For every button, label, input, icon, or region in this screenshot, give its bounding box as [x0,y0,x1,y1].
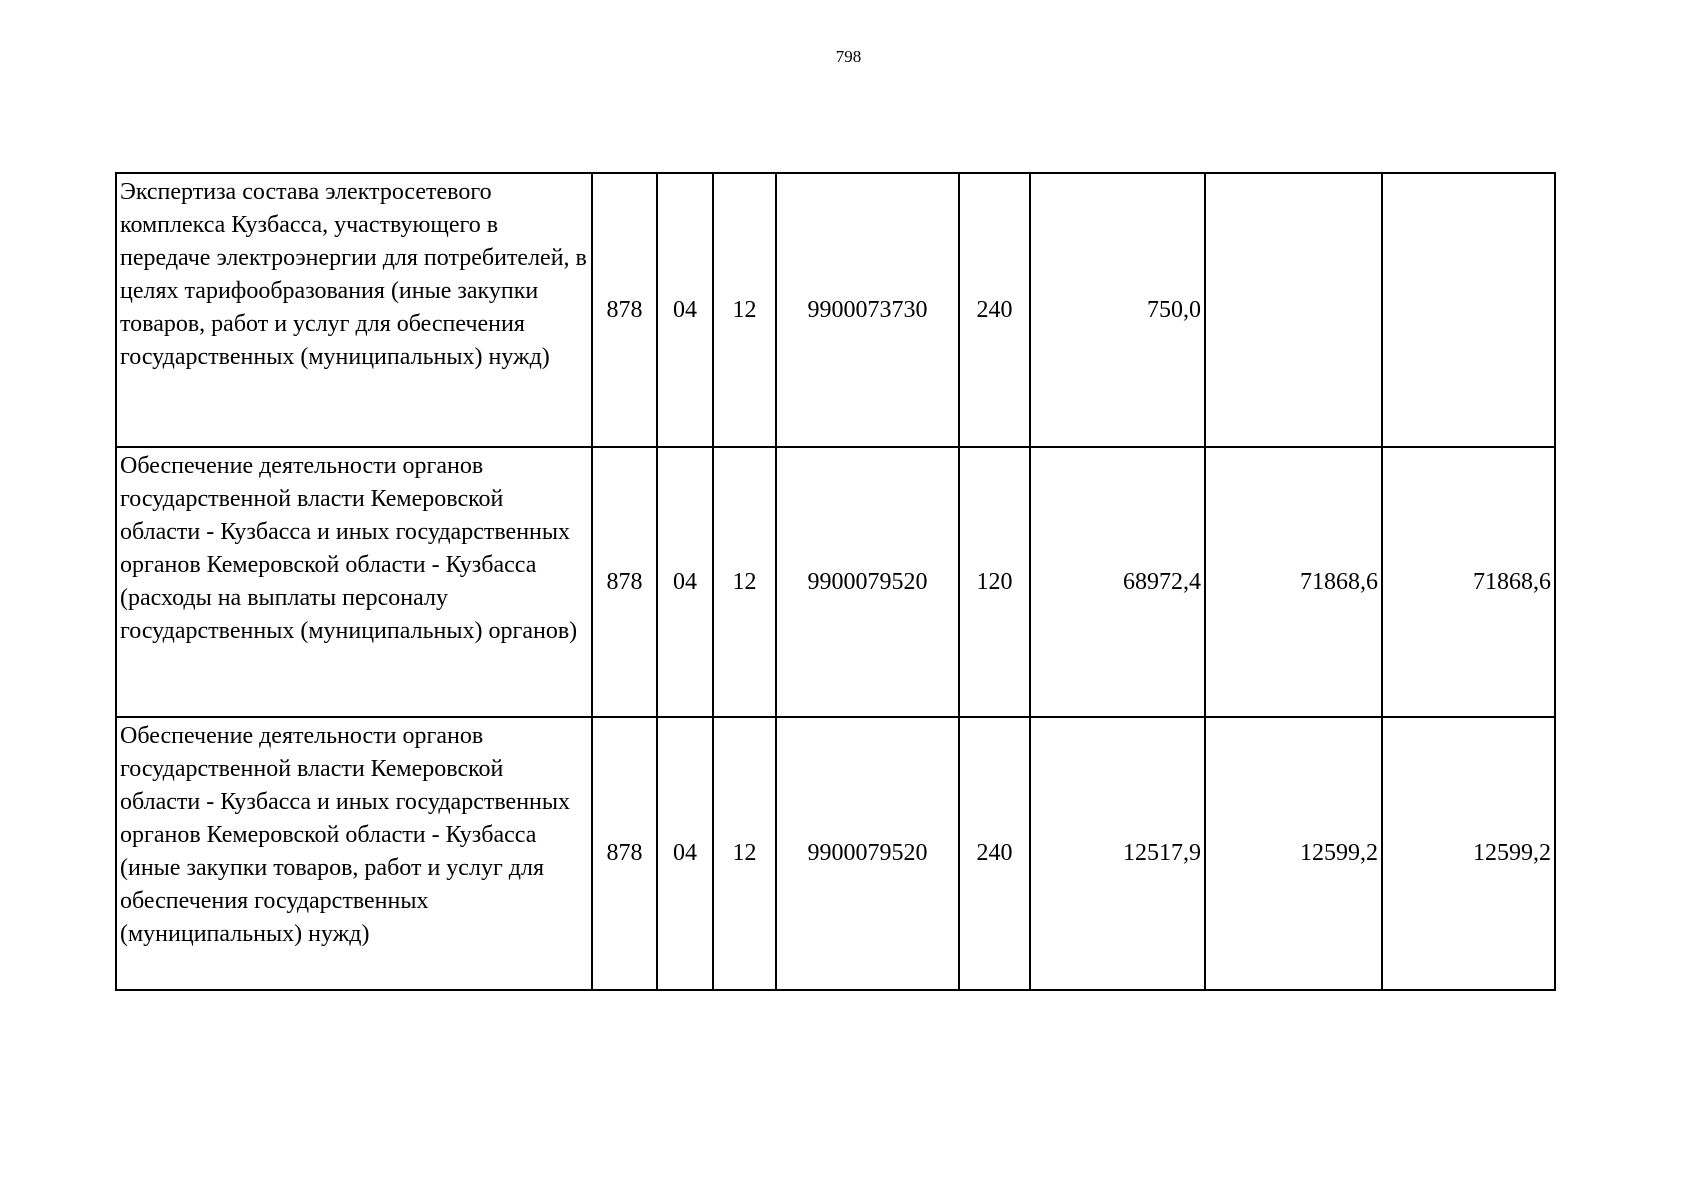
cell-description: Обеспечение деятельности органов государственной власти Кемеровской области - Кузбасса и иных государственных органов Кемеровской области - Кузбасса (иные закупки товаров, работ и услуг для обеспечения государственных (муниципальных) нужд) [116,717,592,990]
cell-subsection: 12 [713,717,776,990]
cell-subsection: 12 [713,173,776,447]
cell-ministry: 878 [592,447,657,717]
cell-ministry: 878 [592,173,657,447]
cell-section: 04 [657,447,713,717]
cell-description: Обеспечение деятельности органов государственной власти Кемеровской области - Кузбасса и иных государственных органов Кемеровской области - Кузбасса (расходы на выплаты персоналу государственных (муниципальных) органов) [116,447,592,717]
budget-table [115,172,1556,991]
page-number: 798 [835,47,862,66]
cell-sum-2: 12599,2 [1205,717,1382,990]
cell-sum-1: 12517,9 [1030,717,1205,990]
cell-sum-1: 750,0 [1030,173,1205,447]
cell-expense-type: 240 [959,717,1030,990]
cell-sum-1: 68972,4 [1030,447,1205,717]
cell-sum-2 [1205,173,1382,447]
cell-sum-3 [1382,173,1555,447]
cell-expense-type: 120 [959,447,1030,717]
table-row [116,717,1555,990]
cell-sum-3: 71868,6 [1382,447,1555,717]
cell-sum-2: 71868,6 [1205,447,1382,717]
cell-target-article: 9900079520 [776,447,959,717]
cell-sum-3: 12599,2 [1382,717,1555,990]
cell-target-article: 9900073730 [776,173,959,447]
cell-section: 04 [657,173,713,447]
table-row [116,447,1555,717]
cell-section: 04 [657,717,713,990]
cell-description: Экспертиза состава электросетевого комплекса Кузбасса, участвующего в передаче электроэнергии для потребителей, в целях тарифообразования (иные закупки товаров, работ и услуг для обеспечения государственных (муниципальных) нужд) [116,173,592,447]
cell-target-article: 9900079520 [776,717,959,990]
cell-expense-type: 240 [959,173,1030,447]
table-row [116,173,1555,447]
cell-ministry: 878 [592,717,657,990]
cell-subsection: 12 [713,447,776,717]
